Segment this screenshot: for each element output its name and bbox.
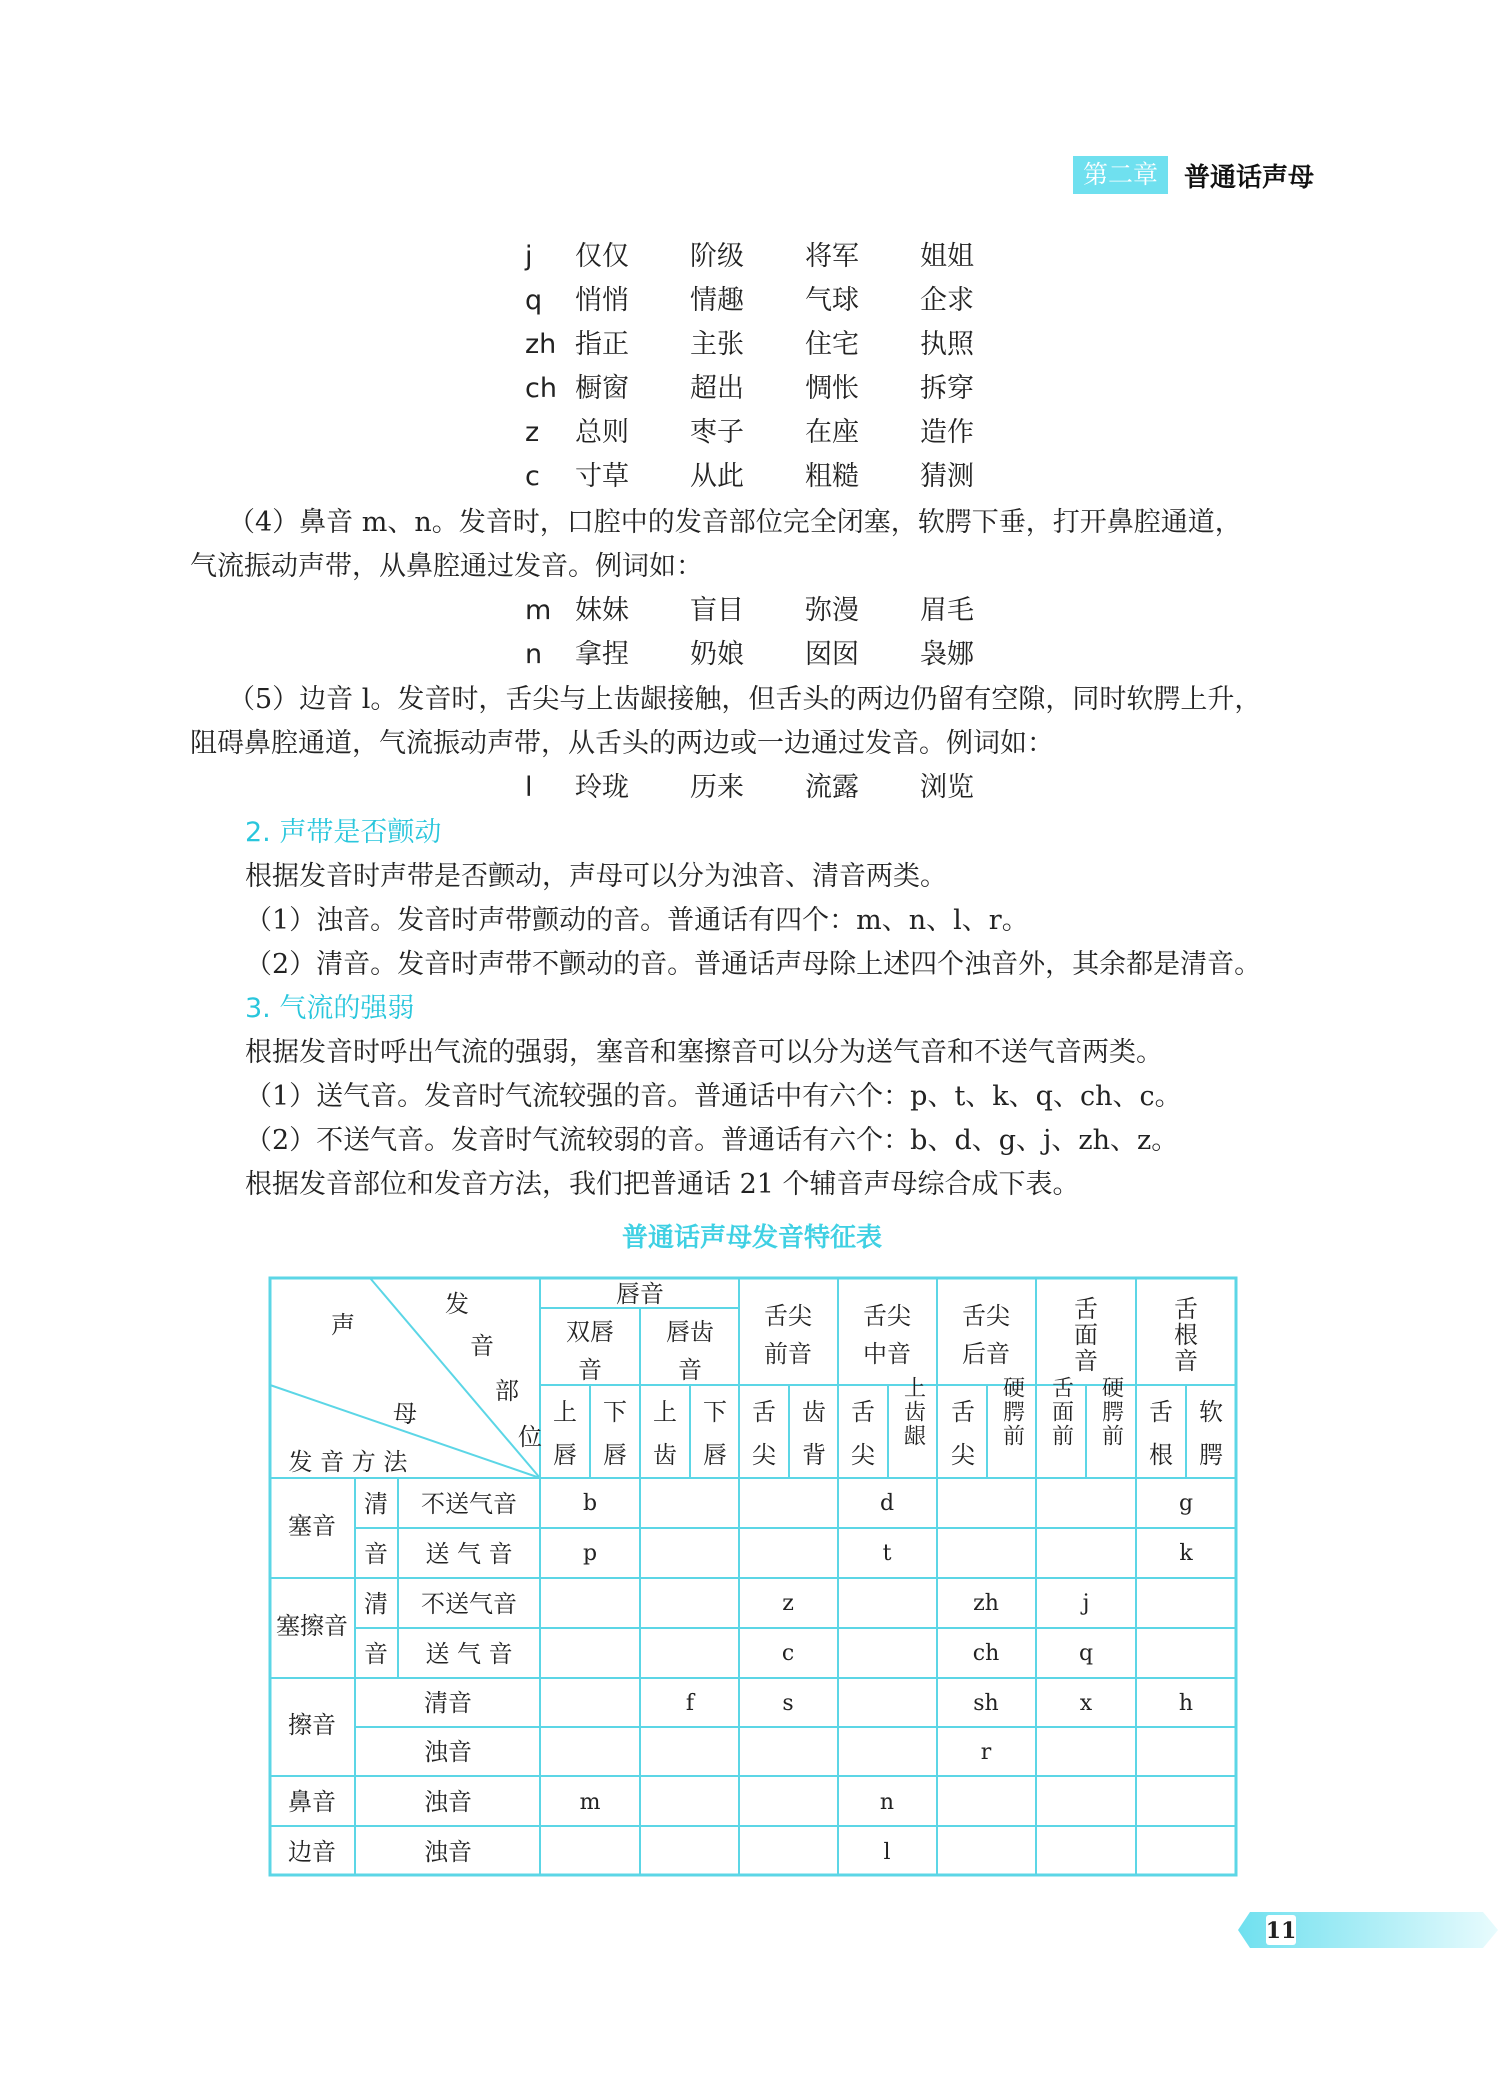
section2-p1: 根据发音时声带是否颤动，声母可以分为浊音、清音两类。 — [245, 861, 947, 892]
initial-n: n — [879, 1790, 895, 1815]
initial-letter: j — [525, 241, 533, 272]
corner-bu: 部 — [495, 1377, 519, 1405]
subcol-label-top: 软 — [1199, 1398, 1223, 1426]
initial-j: j — [1082, 1591, 1090, 1616]
subcol-label-bottom: 背 — [802, 1441, 826, 1469]
subcol-label: 舌面前 — [1048, 1376, 1074, 1448]
para-nasal-line1: （4）鼻音 m、n。发音时，口腔中的发音部位完全闭塞，软腭下垂，打开鼻腔通道， — [228, 507, 1242, 538]
example-word: 造作 — [920, 417, 974, 448]
subcol-label-top: 上 — [653, 1398, 677, 1426]
example-word: 企求 — [920, 285, 974, 316]
header-velar-0: 舌 — [1174, 1295, 1198, 1323]
initial-b: b — [582, 1491, 598, 1516]
initial-c: c — [781, 1641, 795, 1666]
page-number-tab — [1238, 1910, 1498, 1950]
example-word: 奶娘 — [690, 639, 744, 670]
initial-sh: sh — [973, 1691, 999, 1716]
example-word: 气球 — [805, 285, 859, 316]
example-word: 主张 — [690, 329, 744, 360]
subcol-label: 上齿龈 — [900, 1376, 926, 1448]
section2-p2: （1）浊音。发音时声带颤动的音。普通话有四个：m、n、l、r。 — [245, 905, 1029, 936]
header-dorsal-0: 舌 — [1074, 1295, 1098, 1323]
example-word: 将军 — [805, 241, 859, 272]
example-word: 弥漫 — [805, 595, 859, 626]
fricative-voiceless: 清音 — [424, 1689, 472, 1717]
subcol-label-top: 下 — [703, 1398, 727, 1426]
subcol-label-bottom: 唇 — [603, 1441, 627, 1469]
initial-p: p — [582, 1541, 598, 1566]
asp-unaspirated-2: 不送气音 — [421, 1590, 517, 1618]
example-word: 从此 — [690, 461, 744, 492]
corner-mu: 母 — [393, 1400, 417, 1428]
example-word: 姐姐 — [920, 241, 974, 272]
para-lateral-line1: （5）边音 l。发音时，舌尖与上齿龈接触，但舌头的两边仍留有空隙，同时软腭上升， — [228, 684, 1262, 715]
header-bilabial-2: 音 — [578, 1356, 602, 1384]
section2-title: 2. 声带是否颤动 — [245, 817, 442, 848]
corner-fa: 发 — [445, 1290, 469, 1318]
manner-stop: 塞音 — [288, 1512, 336, 1540]
example-word: 超出 — [690, 373, 744, 404]
header-apical-back: 舌尖 — [962, 1302, 1010, 1330]
subcol-label-top: 上 — [553, 1398, 577, 1426]
corner-method: 发 音 方 法 — [288, 1448, 408, 1476]
example-word: 仅仅 — [575, 241, 629, 272]
section3-p2: （1）送气音。发音时气流较强的音。普通话中有六个：p、t、k、q、ch、c。 — [245, 1081, 1182, 1112]
voicing-yin-2: 音 — [364, 1640, 388, 1668]
section3-p3: （2）不送气音。发音时气流较弱的音。普通话有六个：b、d、g、j、zh、z。 — [245, 1125, 1179, 1156]
corner-yin: 音 — [470, 1332, 494, 1360]
subcol-label-bottom: 腭 — [1199, 1441, 1223, 1469]
header-dorsal-2: 音 — [1074, 1347, 1098, 1375]
asp-aspirated-2: 送 气 音 — [425, 1640, 513, 1668]
header-apical-back-2: 后音 — [962, 1340, 1010, 1368]
initial-letter: n — [525, 639, 543, 670]
voicing-qing-1: 清 — [364, 1490, 388, 1518]
example-word: 流露 — [805, 772, 859, 803]
header-apical-mid-2: 中音 — [863, 1340, 911, 1368]
subcol-label-bottom: 唇 — [553, 1441, 577, 1469]
voicing-yin-1: 音 — [364, 1540, 388, 1568]
subcol-label-bottom: 尖 — [851, 1441, 875, 1469]
subcol-label: 硬腭前 — [1098, 1376, 1124, 1448]
initial-l: l — [883, 1840, 891, 1865]
initial-r: r — [980, 1740, 992, 1765]
example-word: 指正 — [575, 329, 629, 360]
example-word: 袅娜 — [920, 639, 974, 670]
section3-p1: 根据发音时呼出气流的强弱，塞音和塞擦音可以分为送气音和不送气音两类。 — [245, 1037, 1163, 1068]
lateral-voiced: 浊音 — [424, 1838, 472, 1866]
page-number: 11 — [1265, 1918, 1297, 1944]
initial-letter: m — [525, 595, 552, 626]
initial-zh: zh — [973, 1591, 999, 1616]
manner-affricate: 塞擦音 — [276, 1612, 348, 1640]
manner-fricative: 擦音 — [288, 1711, 336, 1739]
example-word: 阶级 — [690, 241, 744, 272]
manner-nasal: 鼻音 — [288, 1788, 336, 1816]
header-labiodental: 唇齿 — [666, 1318, 714, 1346]
example-word: 玲珑 — [575, 772, 629, 803]
header-labiodental-2: 音 — [678, 1356, 702, 1384]
chapter-title: 普通话声母 — [1184, 162, 1315, 193]
example-word: 悄悄 — [575, 285, 629, 316]
section2-p3: （2）清音。发音时声带不颤动的音。普通话声母除上述四个浊音外，其余都是清音。 — [245, 949, 1262, 980]
initial-z: z — [782, 1591, 794, 1616]
initial-x: x — [1079, 1691, 1093, 1716]
initial-letter: ch — [525, 373, 557, 404]
subcol-label-bottom: 尖 — [752, 1441, 776, 1469]
header-apical-front: 舌尖 — [764, 1302, 812, 1330]
subcol-label-top: 舌 — [951, 1398, 975, 1426]
example-word: 历来 — [690, 772, 744, 803]
initial-letter: c — [525, 461, 540, 492]
subcol-label-bottom: 唇 — [703, 1441, 727, 1469]
initial-d: d — [879, 1491, 895, 1516]
asp-unaspirated-1: 不送气音 — [421, 1490, 517, 1518]
initial-f: f — [685, 1691, 695, 1716]
header-lips: 唇音 — [616, 1280, 664, 1308]
header-dorsal-1: 面 — [1074, 1321, 1098, 1349]
subcol-label: 硬腭前 — [999, 1376, 1025, 1448]
section3-title: 3. 气流的强弱 — [245, 993, 415, 1024]
example-word: 妹妹 — [575, 595, 629, 626]
table-title: 普通话声母发音特征表 — [621, 1223, 882, 1253]
asp-aspirated-1: 送 气 音 — [425, 1540, 513, 1568]
corner-wei: 位 — [518, 1423, 542, 1451]
initial-letter: zh — [525, 329, 557, 360]
header-bilabial: 双唇 — [566, 1318, 614, 1346]
example-word: 住宅 — [805, 329, 859, 360]
initial-k: k — [1179, 1541, 1193, 1566]
example-word: 浏览 — [920, 772, 974, 803]
subcol-label-top: 舌 — [752, 1398, 776, 1426]
subcol-label-top: 舌 — [1149, 1398, 1173, 1426]
manner-lateral: 边音 — [288, 1838, 336, 1866]
voicing-qing-2: 清 — [364, 1590, 388, 1618]
corner-sheng: 声 — [331, 1311, 355, 1339]
header-apical-front-2: 前音 — [764, 1340, 812, 1368]
example-word: 猜测 — [920, 461, 974, 492]
initial-s: s — [782, 1691, 794, 1716]
subcol-label-top: 舌 — [851, 1398, 875, 1426]
chapter-label: 第二章 — [1073, 156, 1168, 194]
example-word: 橱窗 — [575, 373, 629, 404]
example-word: 寸草 — [575, 461, 629, 492]
initial-ch: ch — [972, 1641, 1000, 1666]
para-lateral-line2: 阻碍鼻腔通道，气流振动声带，从舌头的两边或一边通过发音。例词如： — [190, 728, 1054, 759]
initial-h: h — [1178, 1691, 1194, 1716]
subcol-label-bottom: 齿 — [653, 1441, 677, 1469]
example-word: 执照 — [920, 329, 974, 360]
subcol-label-top: 下 — [603, 1398, 627, 1426]
example-word: 在座 — [805, 417, 859, 448]
initial-t: t — [882, 1541, 892, 1566]
initial-letter: z — [525, 417, 540, 448]
example-word: 惆怅 — [805, 373, 859, 404]
example-word: 囡囡 — [805, 639, 859, 670]
nasal-voiced: 浊音 — [424, 1788, 472, 1816]
initial-m: m — [579, 1790, 601, 1815]
example-word: 盲目 — [690, 595, 744, 626]
header-apical-mid: 舌尖 — [863, 1302, 911, 1330]
initial-g: g — [1178, 1491, 1194, 1516]
example-word: 眉毛 — [920, 595, 974, 626]
example-word: 拿捏 — [575, 639, 629, 670]
para-nasal-line2: 气流振动声带，从鼻腔通过发音。例词如： — [190, 551, 703, 582]
subcol-label-bottom: 尖 — [951, 1441, 975, 1469]
header-velar-1: 根 — [1174, 1321, 1198, 1349]
example-word: 枣子 — [690, 417, 744, 448]
subcol-label-bottom: 根 — [1149, 1441, 1173, 1469]
example-word: 粗糙 — [805, 461, 859, 492]
initial-letter: q — [525, 285, 543, 316]
initial-letter: l — [525, 772, 533, 803]
fricative-voiced: 浊音 — [424, 1738, 472, 1766]
initial-q: q — [1078, 1641, 1094, 1666]
section3-p4: 根据发音部位和发音方法，我们把普通话 21 个辅音声母综合成下表。 — [245, 1169, 1080, 1200]
subcol-label-top: 齿 — [802, 1398, 826, 1426]
example-word: 拆穿 — [920, 373, 974, 404]
example-word: 情趣 — [690, 285, 744, 316]
header-velar-2: 音 — [1174, 1347, 1198, 1375]
example-word: 总则 — [575, 417, 629, 448]
